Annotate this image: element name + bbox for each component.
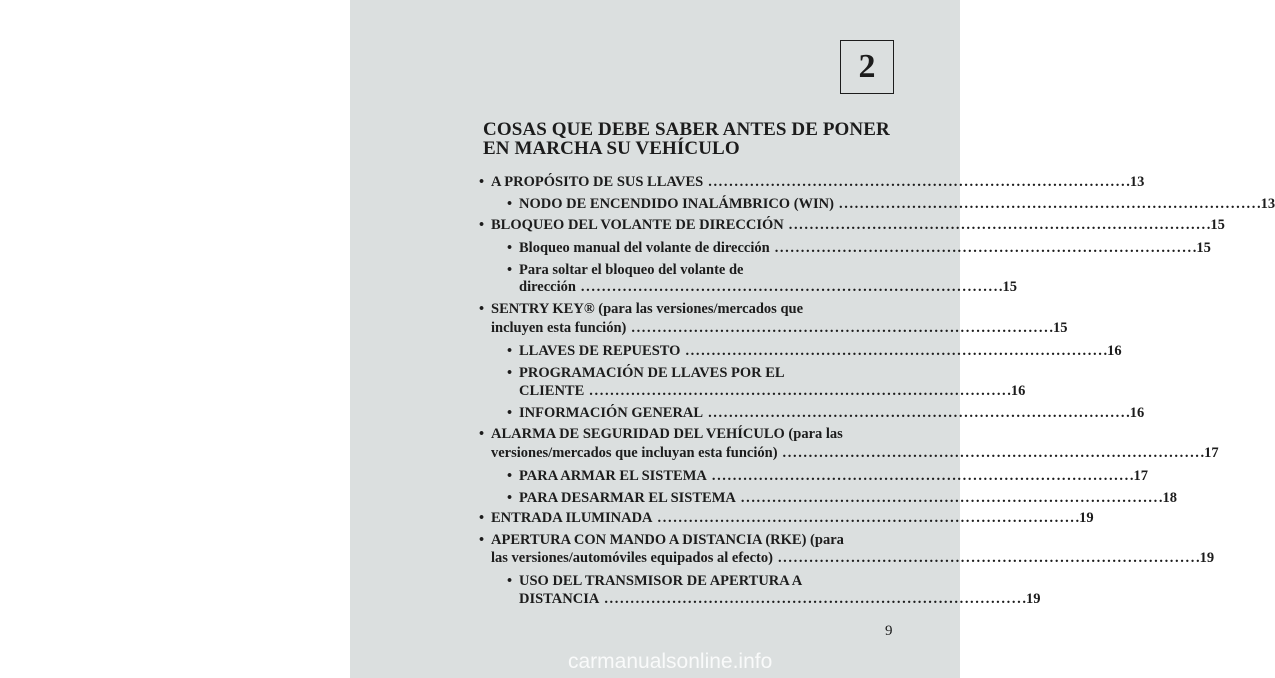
toc-entry[interactable] — [479, 299, 900, 319]
dot-leader: ................................................................................ — [580, 279, 999, 295]
toc-entry-text: ALARMA DE SEGURIDAD DEL VEHÍCULO (para las — [491, 426, 843, 442]
toc-entry-page: .13 — [1257, 196, 1275, 212]
toc-entry-continuation[interactable] — [519, 381, 1026, 401]
toc-entry-continuation[interactable] — [491, 318, 1068, 338]
toc-entry-text: Bloqueo manual del volante de dirección — [519, 240, 770, 256]
page-number: 9 — [885, 623, 893, 639]
title-line-1: COSAS QUE DEBE SABER ANTES DE PONER — [483, 119, 890, 140]
toc-entry[interactable] — [479, 508, 1094, 528]
toc-entry-page: .19 — [1195, 550, 1215, 566]
bullet: • — [507, 573, 513, 589]
toc-entry-page: .19 — [1022, 591, 1041, 607]
bullet: • — [479, 217, 485, 233]
toc-entry-text: PROGRAMACIÓN DE LLAVES POR EL — [519, 365, 785, 381]
toc-entry[interactable] — [507, 571, 900, 591]
dot-leader: ................................................................................ — [604, 591, 1023, 607]
page-title — [483, 120, 903, 158]
bullet: • — [507, 240, 513, 256]
toc-entry-page: .15 — [1049, 320, 1068, 336]
bullet: • — [507, 262, 513, 278]
toc-entry-page: .18 — [1158, 490, 1177, 506]
toc-entry-text: DISTANCIA — [519, 591, 600, 607]
toc-entry[interactable] — [507, 341, 1122, 361]
toc-entry-text: PARA DESARMAR EL SISTEMA — [519, 490, 736, 506]
toc-entry[interactable] — [507, 466, 1148, 486]
dot-leader: ................................................................................ — [685, 343, 1104, 359]
toc-entry[interactable] — [507, 238, 1211, 258]
toc-entry-text: INFORMACIÓN GENERAL — [519, 405, 704, 421]
toc-entry-page: .15 — [1192, 240, 1211, 256]
toc-entry-page: .15 — [1206, 217, 1225, 233]
toc-entry-text: SENTRY KEY® (para las versiones/mercados que — [491, 301, 804, 317]
dot-leader: ................................................................................ — [589, 383, 1008, 399]
toc-entry-page: .13 — [1126, 174, 1145, 190]
chapter-number: 2 — [858, 48, 876, 85]
dot-leader: ................................................................................ — [631, 320, 1050, 336]
manual-page — [350, 0, 1275, 678]
toc-entry[interactable] — [507, 363, 900, 383]
toc-entry-text: BLOQUEO DEL VOLANTE DE DIRECCIÓN — [491, 217, 784, 233]
dot-leader: ................................................................................ — [788, 217, 1207, 233]
toc-entry-continuation[interactable] — [519, 277, 1018, 297]
dot-leader: ................................................................................ — [657, 510, 1076, 526]
toc-entry-continuation[interactable] — [519, 589, 1041, 609]
toc-entry-text: NODO DE ENCENDIDO INALÁMBRICO (WIN) — [519, 196, 834, 212]
toc-entry-text: APERTURA CON MANDO A DISTANCIA (RKE) (para — [491, 532, 844, 548]
toc-entry[interactable] — [507, 194, 1275, 214]
toc-entry-page: .16 — [1007, 383, 1026, 399]
toc-entry-text: dirección — [519, 279, 576, 295]
toc-entry-text: PARA ARMAR EL SISTEMA — [519, 468, 707, 484]
toc-entry-page: .15 — [998, 279, 1018, 295]
toc-entry-continuation[interactable] — [491, 548, 1215, 568]
bullet: • — [479, 301, 485, 317]
bullet: • — [507, 365, 513, 381]
toc-entry-text: las versiones/automóviles equipados al efecto) — [491, 550, 773, 566]
toc-entry-page: .16 — [1126, 405, 1145, 421]
toc-entry-text: USO DEL TRANSMISOR DE APERTURA A — [519, 573, 803, 589]
toc-entry[interactable] — [507, 488, 1177, 508]
bullet: • — [507, 343, 513, 359]
bullet: • — [507, 468, 513, 484]
bullet: • — [479, 426, 485, 442]
toc-entry-page: .17 — [1129, 468, 1148, 484]
bullet: • — [479, 174, 485, 190]
toc-entry-text: incluyen esta función) — [491, 320, 627, 336]
toc-entry-text: CLIENTE — [519, 383, 585, 399]
dot-leader: ................................................................................ — [774, 240, 1193, 256]
dot-leader: ................................................................................ — [711, 468, 1130, 484]
toc-entry-text: LLAVES DE REPUESTO — [519, 343, 681, 359]
dot-leader: ................................................................................ — [839, 196, 1257, 212]
bullet: • — [479, 510, 485, 526]
toc-entry-page: .17 — [1200, 445, 1219, 461]
dot-leader: ................................................................................ — [740, 490, 1159, 506]
toc-entry-page: .16 — [1103, 343, 1122, 359]
dot-leader: ................................................................................ — [777, 550, 1196, 566]
toc-entry[interactable] — [479, 215, 1225, 235]
dot-leader: ................................................................................ — [708, 405, 1127, 421]
toc-entry-page: .19 — [1075, 510, 1094, 526]
toc-entry[interactable] — [479, 172, 1145, 192]
watermark-text: carmanualsonline.info — [568, 650, 773, 673]
dot-leader: ................................................................................ — [708, 174, 1127, 190]
toc-entry-continuation[interactable] — [491, 443, 1219, 463]
toc-entry[interactable] — [479, 424, 900, 444]
bullet: • — [507, 405, 513, 421]
bullet: • — [479, 532, 485, 548]
bullet: • — [507, 196, 513, 212]
chapter-number-box — [840, 40, 894, 94]
toc-entry[interactable] — [507, 403, 1145, 423]
toc-entry-text: versiones/mercados que incluyan esta función) — [491, 445, 778, 461]
toc-entry-text: Para soltar el bloqueo del volante de — [519, 262, 744, 278]
toc-entry-text: A PROPÓSITO DE SUS LLAVES — [491, 174, 704, 190]
toc-entry[interactable] — [479, 530, 900, 550]
dot-leader: ................................................................................ — [782, 445, 1201, 461]
toc-entry-text: ENTRADA ILUMINADA — [491, 510, 653, 526]
blank-left-page — [0, 0, 350, 678]
title-line-2: EN MARCHA SU VEHÍCULO — [483, 138, 740, 159]
bullet: • — [507, 490, 513, 506]
